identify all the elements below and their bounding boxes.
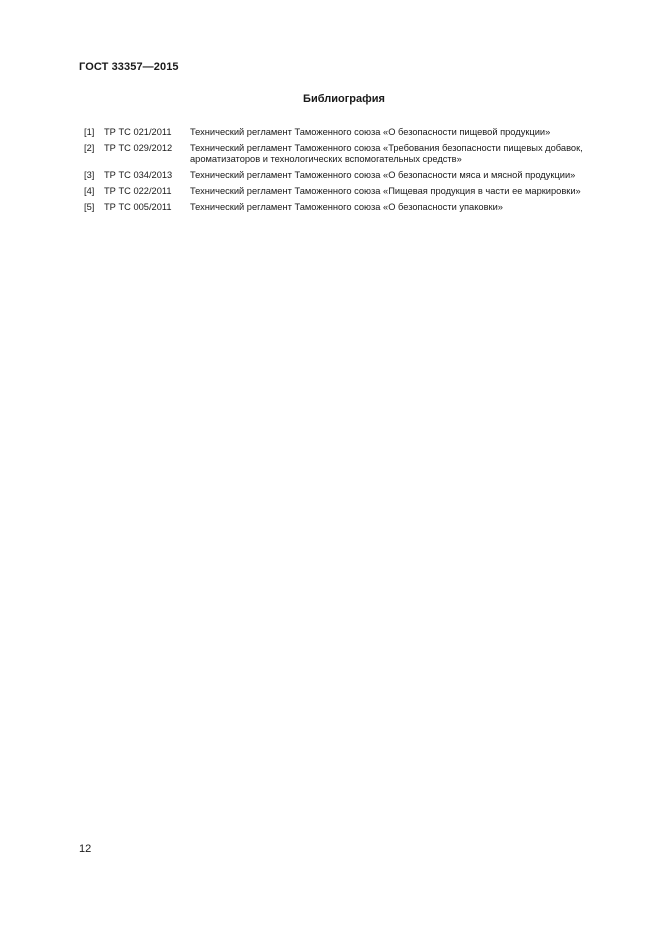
bibliography-item-number: [1] bbox=[84, 127, 95, 137]
bibliography-item bbox=[84, 170, 624, 181]
bibliography-item bbox=[84, 127, 624, 138]
bibliography-item-code: ТР ТС 005/2011 bbox=[104, 202, 172, 212]
bibliography-item bbox=[84, 186, 624, 197]
section-title: Библиография bbox=[303, 93, 385, 105]
bibliography-item bbox=[84, 143, 624, 165]
bibliography-item bbox=[84, 202, 624, 213]
bibliography-item-number: [2] bbox=[84, 143, 95, 153]
bibliography-item-title: Технический регламент Таможенного союза «О безопасности пищевой продукции» bbox=[190, 127, 551, 137]
bibliography-item-code: ТР ТС 022/2011 bbox=[104, 186, 172, 196]
bibliography-item-code: ТР ТС 029/2012 bbox=[104, 143, 173, 153]
page-number: 12 bbox=[79, 843, 92, 855]
bibliography-item-title: Технический регламент Таможенного союза «О безопасности мяса и мясной продукции» bbox=[190, 170, 576, 180]
bibliography-list bbox=[84, 127, 624, 218]
bibliography-item-title: Технический регламент Таможенного союза «Пищевая продукция в части ее маркировки» bbox=[190, 186, 581, 196]
bibliography-item-code: ТР ТС 021/2011 bbox=[104, 127, 172, 137]
bibliography-item-number: [3] bbox=[84, 170, 95, 180]
bibliography-item-title: Технический регламент Таможенного союза «О безопасности упаковки» bbox=[190, 202, 503, 212]
bibliography-item-number: [4] bbox=[84, 186, 95, 196]
bibliography-item-title: Технический регламент Таможенного союза «Требования безопасности пищевых добавок, ароматизаторов и технологических вспомогательных средств» bbox=[190, 143, 583, 164]
bibliography-item-code: ТР ТС 034/2013 bbox=[104, 170, 173, 180]
bibliography-item-number: [5] bbox=[84, 202, 95, 212]
document-header: ГОСТ 33357—2015 bbox=[79, 61, 179, 73]
